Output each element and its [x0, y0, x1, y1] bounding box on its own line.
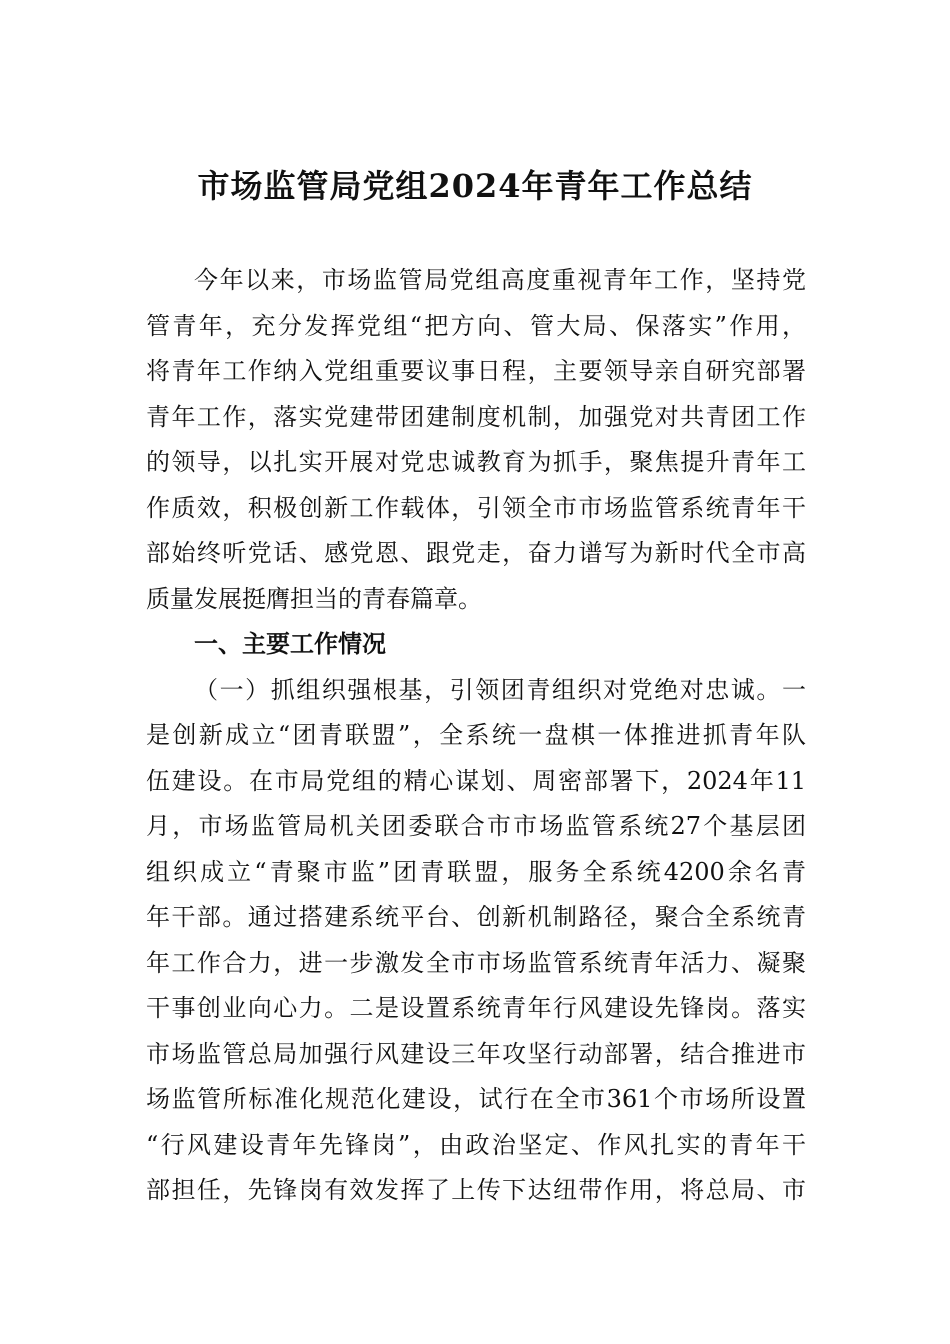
document-title: 市场监管局党组2024年青年工作总结 — [197, 167, 753, 205]
text-line: 是创新成立“团青联盟”，全系统一盘棋一体推进抓青年队 — [146, 721, 806, 749]
text-line: 伍建设。在市局党组的精心谋划、周密部署下，2024年11 — [146, 766, 806, 795]
text-line: 场监管所标准化规范化建设，试行在全市361个市场所设置 — [146, 1085, 806, 1113]
text-line: 作质效，积极创新工作载体，引领全市市场监管系统青年干 — [146, 493, 806, 522]
text-line: “行风建设青年先锋岗”，由政治坚定、作风扎实的青年干 — [146, 1130, 806, 1159]
text-line: 今年以来，市场监管局党组高度重视青年工作，坚持党 — [194, 266, 806, 294]
text-line: 年干部。通过搭建系统平台、创新机制路径，聚合全系统青 — [146, 903, 806, 931]
text-line: 市场监管总局加强行风建设三年攻坚行动部署，结合推进市 — [146, 1039, 806, 1068]
section-heading: 一、主要工作情况 — [194, 630, 386, 658]
text-line: 的领导，以扎实开展对党忠诚教育为抓手，聚焦提升青年工 — [146, 448, 806, 476]
text-line: 部担任，先锋岗有效发挥了上传下达纽带作用，将总局、市 — [146, 1176, 806, 1204]
document-body — [146, 258, 806, 1214]
text-line: 管青年，充分发挥党组“把方向、管大局、保落实”作用， — [146, 311, 806, 340]
text-line: 年工作合力，进一步激发全市市场监管系统青年活力、凝聚 — [146, 948, 806, 977]
text-line: 干事创业向心力。二是设置系统青年行风建设先锋岗。落实 — [146, 994, 806, 1022]
text-line: 青年工作，落实党建带团建制度机制，加强党对共青团工作 — [146, 402, 806, 431]
text-line: 月，市场监管局机关团委联合市市场监管系统27个基层团 — [146, 812, 806, 840]
text-line: 质量发展挺膺担当的青春篇章。 — [146, 584, 482, 613]
text-line: 组织成立“青聚市监”团青联盟，服务全系统4200余名青 — [146, 857, 806, 886]
text-line: 将青年工作纳入党组重要议事日程，主要领导亲自研究部署 — [146, 357, 806, 385]
text-line: （一）抓组织强根基，引领团青组织对党绝对忠诚。一 — [194, 675, 806, 704]
text-line: 部始终听党话、感党恩、跟党走，奋力谱写为新时代全市高 — [146, 539, 806, 567]
